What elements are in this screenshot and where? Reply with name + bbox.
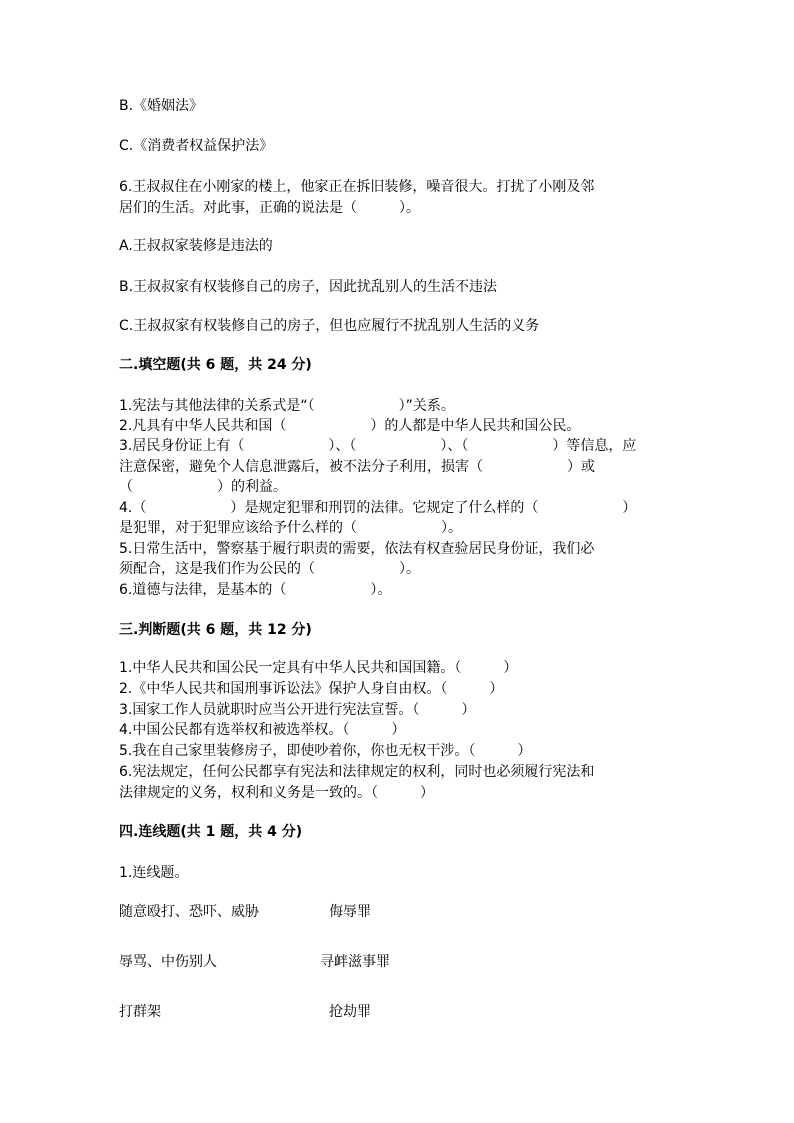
section4-intro: 1.连线题。 <box>119 865 189 881</box>
match-right-item: 抢劫罪 <box>329 1004 371 1020</box>
match-left-item: 打群架 <box>119 1004 161 1020</box>
section3-line: 5.我在自己家里装修房子，即使吵着你，你也无权干涉。（ ） <box>119 743 532 759</box>
section3-line: 2.《中华人民共和国刑事诉讼法》保护人身自由权。（ ） <box>119 681 504 697</box>
match-left-item: 辱骂、中伤别人 <box>119 954 217 970</box>
section3-line: 4.中国公民都有选举权和被选举权。（ ） <box>119 722 406 738</box>
section3-line: 3.国家工作人员就职时应当公开进行宪法宣誓。（ ） <box>119 702 476 718</box>
q6-option-c: C.王叔叔家有权装修自己的房子，但也应履行不扰乱别人生活的义务 <box>119 318 540 334</box>
section2-line: 4.（ ）是规定犯罪和刑罚的法律。它规定了什么样的（ ） <box>119 500 637 516</box>
match-left-item: 随意殴打、恐吓、威胁 <box>119 904 259 920</box>
q6-stem-line1: 6.王叔叔住在小刚家的楼上，他家正在拆旧装修，噪音很大。打扰了小刚及邻 <box>119 179 595 195</box>
match-right-item: 侮辱罪 <box>329 904 371 920</box>
match-right-item: 寻衅滋事罪 <box>320 954 390 970</box>
q5-option-b: B.《婚姻法》 <box>119 98 204 114</box>
section2-line: 3.居民身份证上有（ ）、（ ）、（ ）等信息，应 <box>119 438 637 454</box>
section2-line: 6.道德与法律，是基本的（ ）。 <box>119 582 392 598</box>
q6-stem-line2: 居们的生活。对此事，正确的说法是（ ）。 <box>119 200 420 216</box>
section2-line: 2.凡具有中华人民共和国（ ）的人都是中华人民共和国公民。 <box>119 418 581 434</box>
section2-heading: 二.填空题(共 6 题，共 24 分) <box>119 357 312 373</box>
section3-line: 1.中华人民共和国公民一定具有中华人民共和国国籍。（ ） <box>119 660 518 676</box>
q5-option-c: C.《消费者权益保护法》 <box>119 138 274 154</box>
section2-line: 须配合，这是我们作为公民的（ ）。 <box>119 561 420 577</box>
q6-option-a: A.王叔叔家装修是违法的 <box>119 238 273 254</box>
section2-line: 是犯罪，对于犯罪应该给予什么样的（ ）。 <box>119 520 462 536</box>
section3-line: 法律规定的义务，权利和义务是一致的。（ ） <box>119 785 434 801</box>
section2-line: （ ）的利益。 <box>119 479 287 495</box>
section2-line: 注意保密，避免个人信息泄露后，被不法分子利用，损害（ ）或 <box>119 459 595 475</box>
section2-line: 5.日常生活中，警察基于履行职责的需要，依法有权查验居民身份证，我们必 <box>119 541 595 557</box>
q6-option-b: B.王叔叔家有权装修自己的房子，因此扰乱别人的生活不违法 <box>119 279 498 295</box>
section3-heading: 三.判断题(共 6 题，共 12 分) <box>119 622 312 638</box>
section3-line: 6.宪法规定，任何公民都享有宪法和法律规定的权利，同时也必须履行宪法和 <box>119 764 595 780</box>
section4-heading: 四.连线题(共 1 题，共 4 分) <box>119 824 303 840</box>
section2-line: 1.宪法与其他法律的关系式是“（ ）”关系。 <box>119 398 455 414</box>
